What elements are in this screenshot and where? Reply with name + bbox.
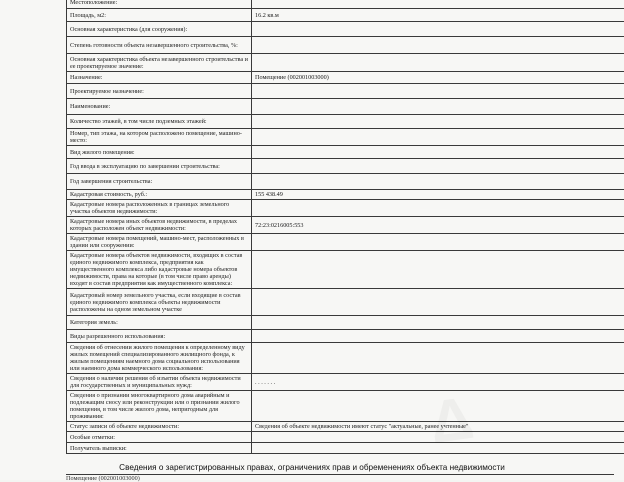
row-value: . . . . . . . [252, 374, 624, 391]
row-value [252, 289, 624, 316]
row-label: Назначение: [67, 72, 252, 84]
table-row [67, 174, 624, 190]
table-row [67, 115, 624, 129]
row-label: Кадастровый номер земельного участка, если входящие в состав единого недвижимого комплекса объекты недвижимости расположены на одном земельном участке [67, 289, 252, 316]
row-label: Основная характеристика (для сооружения): [67, 22, 252, 37]
rights-section-caption: Сведения о зарегистрированных правах, ограничениях прав и обременениях объекта недвижимости [0, 463, 624, 472]
table-row [67, 330, 624, 343]
table-row [67, 234, 624, 251]
row-label: Сведения о наличии решения об изъятии объекта недвижимости для государственных и муниципальных нужд: [67, 374, 252, 391]
row-value [252, 146, 624, 159]
table-row [67, 129, 624, 146]
table-row [67, 217, 624, 234]
table-row [67, 190, 624, 200]
table-row [67, 343, 624, 374]
table-row [67, 54, 624, 72]
row-value [252, 343, 624, 374]
row-value [252, 174, 624, 190]
row-value [252, 115, 624, 129]
table-row [67, 9, 624, 22]
row-label: Статус записи об объекте недвижимости: [67, 422, 252, 432]
table-row [67, 0, 624, 9]
row-value [252, 251, 624, 289]
row-value [252, 37, 624, 54]
row-value: Помещение (002001003000) [252, 72, 624, 84]
row-label: Сведения об отнесении жилого помещения к определенному виду жилых помещений специализированного жилищного фонда, к жилым помещениям наемного дома социального использования или наемного дома коммерческого использования: [67, 343, 252, 374]
row-label: Год ввода в эксплуатацию по завершении строительства: [67, 159, 252, 174]
table-row [67, 289, 624, 316]
row-label: Кадастровые номера объектов недвижимости, входящих в состав единого недвижимого комплекса, предприятия как имущественного комплекса либо кадастровые номера объектов недвижимости, права на которые (в том числе право аренды) входят в состав предприятия как имущественного комплекса: [67, 251, 252, 289]
row-label: Вид жилого помещения: [67, 146, 252, 159]
table-row [67, 146, 624, 159]
row-label: Особые отметки: [67, 432, 252, 443]
row-value: 155 438.49 [252, 190, 624, 200]
row-label: Категория земель: [67, 316, 252, 330]
scan-watermark [425, 382, 483, 457]
row-value [252, 200, 624, 217]
table-row [67, 159, 624, 174]
row-value [252, 129, 624, 146]
row-label: Количество этажей, в том числе подземных этажей: [67, 115, 252, 129]
property-info-table [66, 0, 624, 454]
row-value [252, 0, 624, 9]
row-label: Виды разрешенного использования: [67, 330, 252, 343]
row-label: Получатель выписки: [67, 443, 252, 454]
row-label: Сведения о признании многоквартирного дома аварийным и подлежащим сносу или реконструкции или о признании жилого помещения, в том числе жилого дома, непригодным для проживания: [67, 391, 252, 422]
cut-off-row-text: Помещение (002001003000) [66, 475, 140, 482]
row-value: 72:23:0216005:553 [252, 217, 624, 234]
table-row [67, 443, 624, 454]
table-row [67, 251, 624, 289]
table-row [67, 422, 624, 432]
table-row [67, 374, 624, 391]
row-value [252, 99, 624, 115]
row-label: Площадь, м2: [67, 9, 252, 22]
row-value [252, 330, 624, 343]
table-row [67, 22, 624, 37]
row-label: Наименование: [67, 99, 252, 115]
row-label: Кадастровая стоимость, руб.: [67, 190, 252, 200]
table-row [67, 432, 624, 443]
table-row [67, 72, 624, 84]
table-row [67, 391, 624, 422]
row-label: Кадастровые номера иных объектов недвижимости, в пределах которых расположен объект недвижимости: [67, 217, 252, 234]
row-value [252, 54, 624, 72]
row-label: Проектируемое назначение: [67, 84, 252, 99]
table-row [67, 200, 624, 217]
row-label: Основная характеристика объекта незавершенного строительства и ее проектируемое значение: [67, 54, 252, 72]
table-row [67, 37, 624, 54]
row-value: 16.2 кв.м [252, 9, 624, 22]
row-label: Степень готовности объекта незавершенного строительства, %: [67, 37, 252, 54]
row-label: Кадастровые номера расположенных в границах земельного участка объектов недвижимости: [67, 200, 252, 217]
table-top-border [66, 474, 614, 475]
table-row [67, 316, 624, 330]
row-value [252, 234, 624, 251]
table-row [67, 84, 624, 99]
row-value [252, 159, 624, 174]
row-label: Год завершения строительства: [67, 174, 252, 190]
row-label: Номер, тип этажа, на котором расположено помещение, машино-место: [67, 129, 252, 146]
row-value [252, 316, 624, 330]
row-label: Кадастровые номера помещений, машино-мест, расположенных в здании или сооружении: [67, 234, 252, 251]
row-value: Сведения об объекте недвижимости имеют статус "актуальные, ранее учтенные" [252, 422, 624, 432]
row-label: Местоположение: [67, 0, 252, 9]
row-value [252, 84, 624, 99]
row-value [252, 22, 624, 37]
table-row [67, 99, 624, 115]
